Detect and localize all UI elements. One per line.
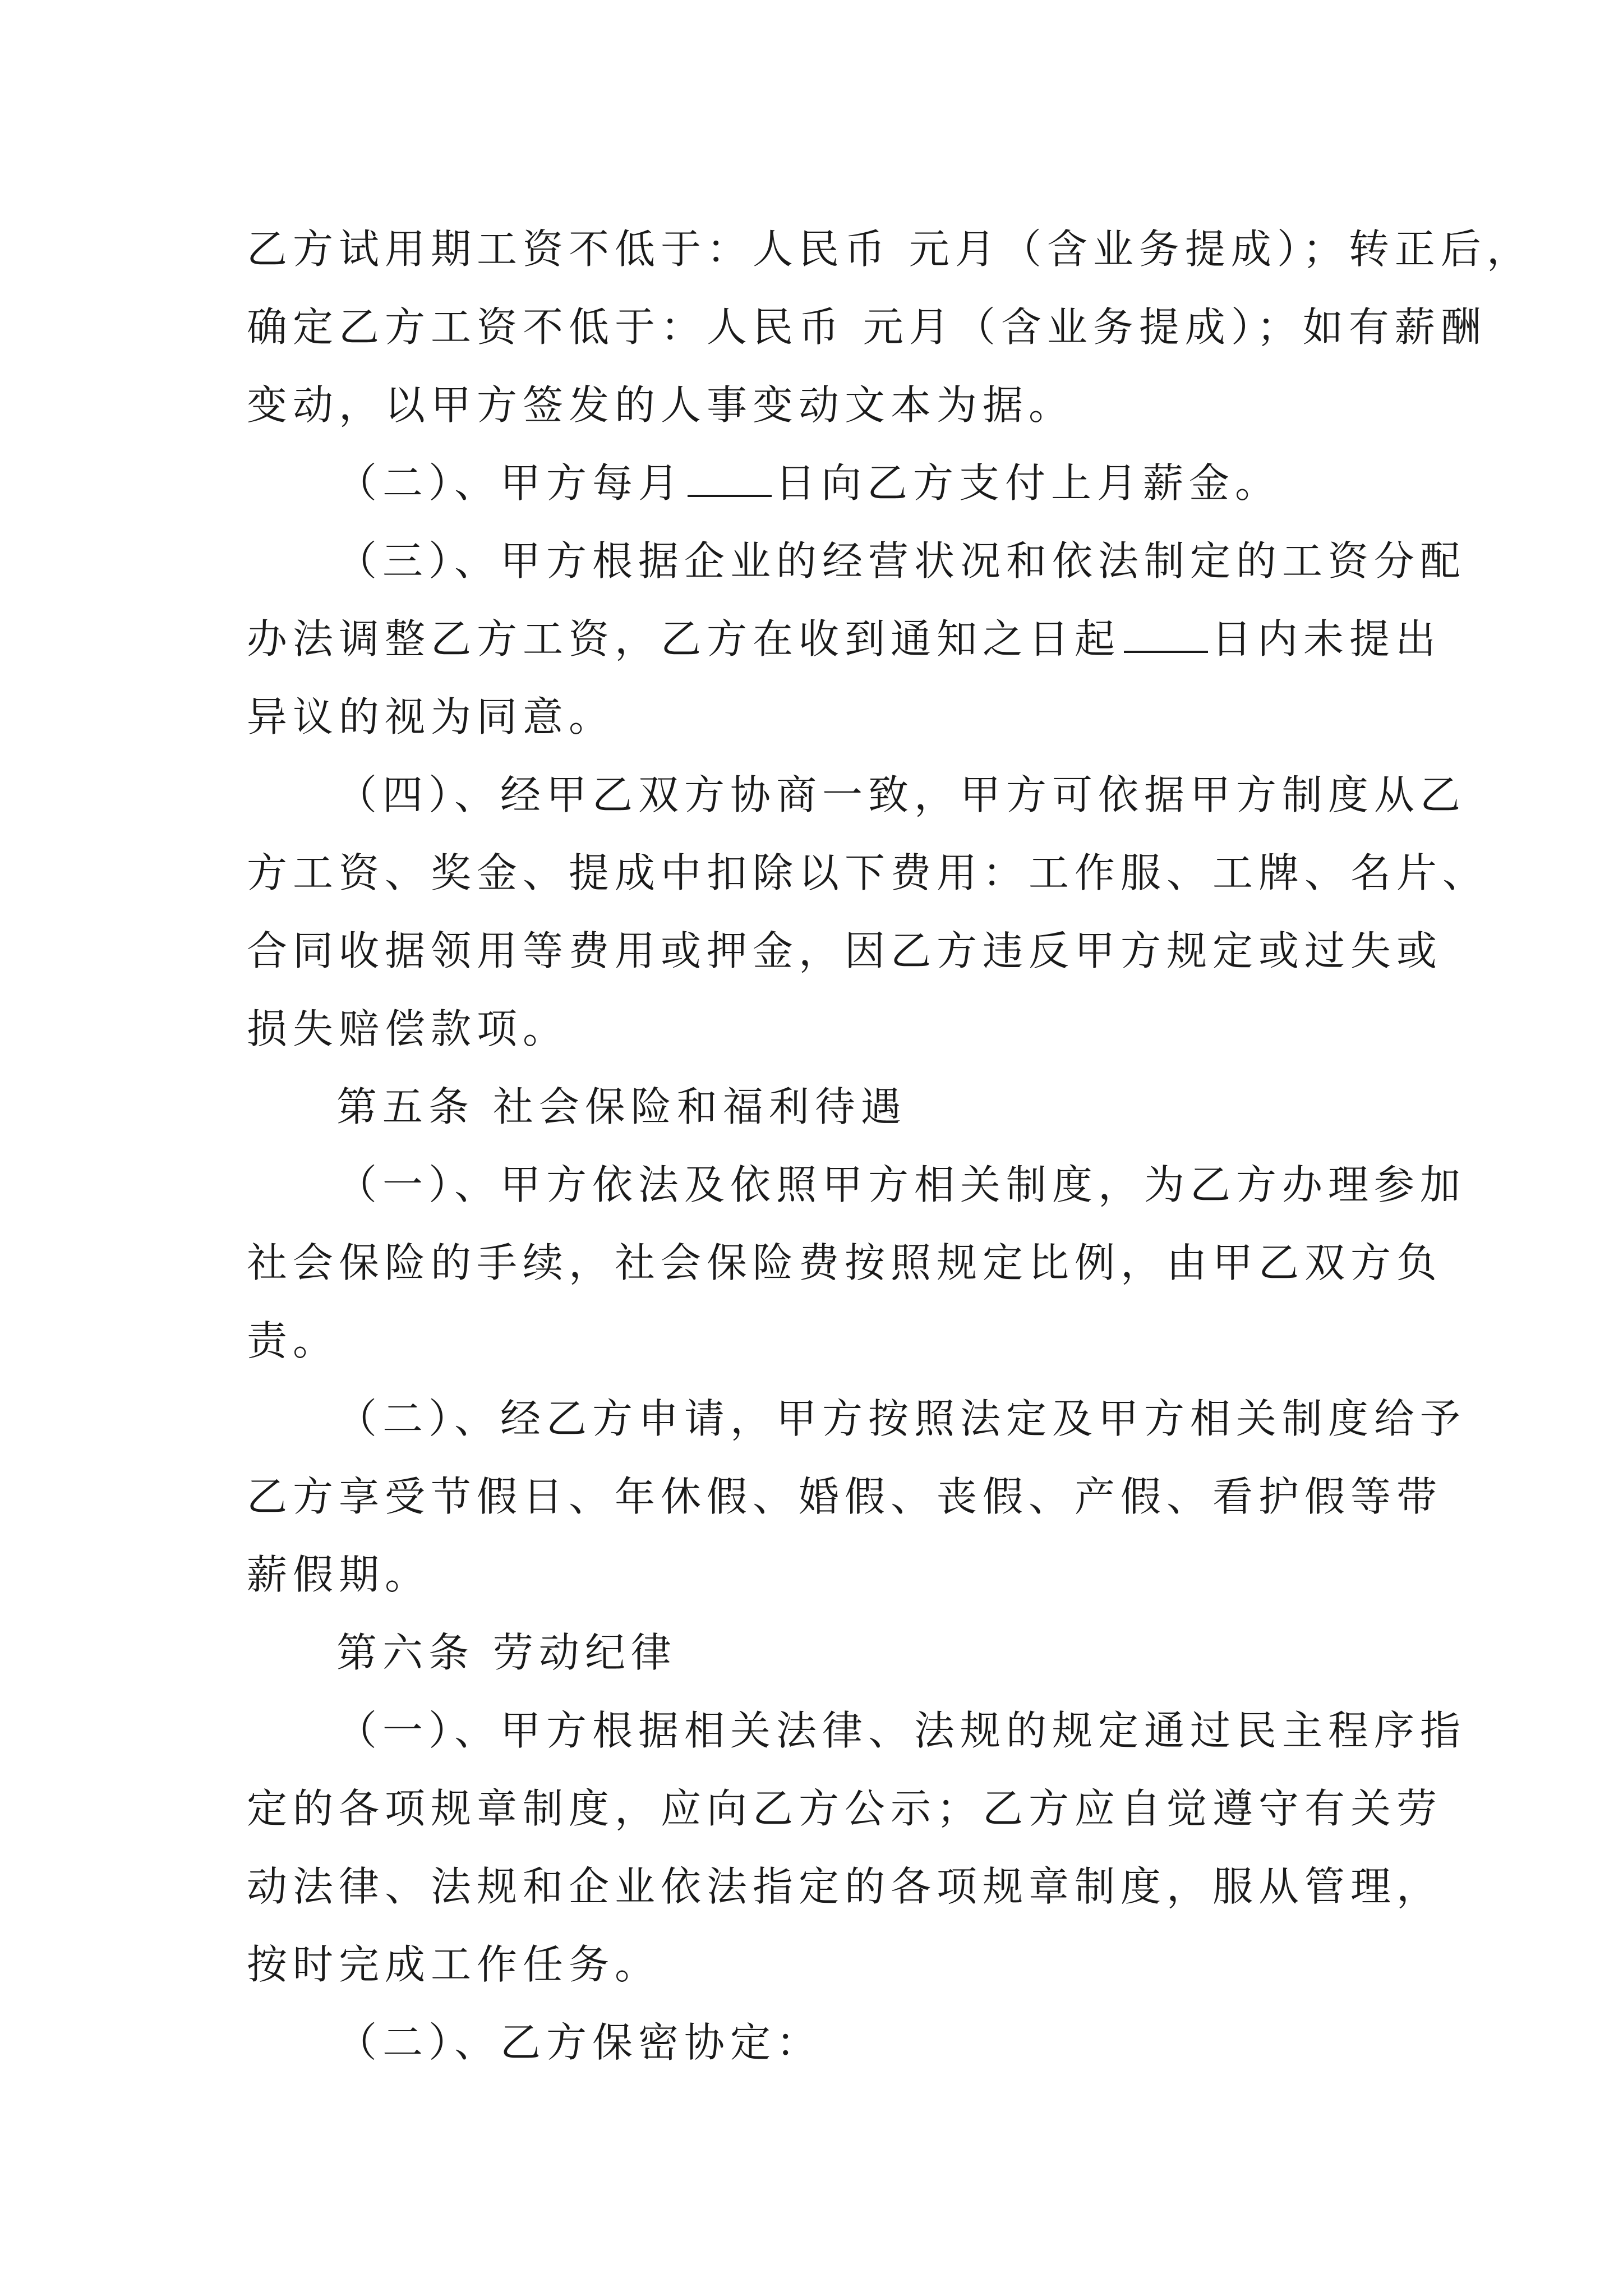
section-heading: 第六条 劳动纪律 — [336, 1629, 677, 1676]
text-line: 合同收据领用等费用或押金，因乙方违反甲方规定或过失或 — [247, 927, 1443, 974]
text-line: 乙方试用期工资不低于：人民币 元月（含业务提成）；转正后， — [247, 226, 1533, 273]
text-line: （二）、经乙方申请，甲方按照法定及甲方相关制度给予 — [336, 1395, 1467, 1442]
text-line: （四）、经甲乙双方协商一致，甲方可依据甲方制度从乙 — [336, 771, 1467, 818]
text-line: 方工资、奖金、提成中扣除以下费用：工作服、工牌、名片、 — [247, 849, 1489, 896]
document-page — [247, 0, 1533, 2296]
text-line: 异议的视为同意。 — [247, 693, 615, 740]
text-line: 乙方享受节假日、年休假、婚假、丧假、产假、看护假等带 — [247, 1473, 1443, 1520]
fill-in-blank — [1124, 611, 1208, 653]
text-line: 社会保险的手续，社会保险费按照规定比例，由甲乙双方负 — [247, 1239, 1443, 1286]
fill-in-blank — [688, 455, 772, 497]
text-line: （三）、甲方根据企业的经营状况和依法制定的工资分配 — [336, 537, 1467, 585]
text-line: 定的各项规章制度，应向乙方公示；乙方应自觉遵守有关劳 — [247, 1785, 1443, 1832]
text-line: （一）、甲方依法及依照甲方相关制度，为乙方办理参加 — [336, 1161, 1467, 1208]
document-body — [247, 210, 1533, 2082]
text-line: （二）、甲方每月 日向乙方支付上月薪金。 — [247, 444, 1391, 522]
text-line: 动法律、法规和企业依法指定的各项规章制度，服从管理， — [247, 1863, 1443, 1910]
text-line: 损失赔偿款项。 — [247, 1005, 569, 1052]
text-line: （二）、乙方保密协定： — [336, 2019, 823, 2066]
text-line: 办法调整乙方工资，乙方在收到通知之日起 日内未提出 — [247, 600, 1391, 678]
section-heading: 第五条 社会保险和福利待遇 — [336, 1083, 907, 1130]
text-line: 薪假期。 — [247, 1551, 431, 1598]
text-line: 按时完成工作任务。 — [247, 1941, 661, 1988]
text-line: （一）、甲方根据相关法律、法规的规定通过民主程序指 — [336, 1707, 1467, 1754]
text-line: 责。 — [247, 1317, 339, 1364]
text-line: 变动，以甲方签发的人事变动文本为据。 — [247, 381, 1075, 429]
text-line: 确定乙方工资不低于：人民币 元月（含业务提成）；如有薪酬 — [247, 303, 1487, 351]
